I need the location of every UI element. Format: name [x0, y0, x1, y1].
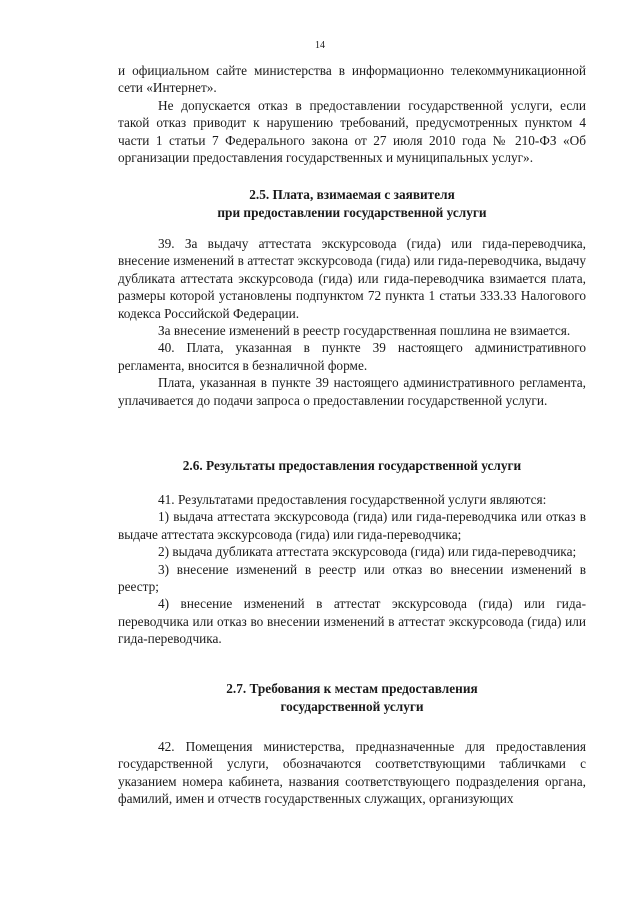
paragraph-39: 39. За выдачу аттестата экскурсовода (гида) или гида-переводчика, внесение изменений в аттестат экскурсовода (гида) или гида-переводчика, выдачу дубликата аттестата экскурсовода (гида) или гида-переводчика взимается плата, размеры которой установлены подпунктом 72 пункта 1 статьи 333.33 Налогового кодекса Российской Федерации.: [118, 236, 586, 321]
section-2-5-title-line-1: 2.5. Плата, взимаемая с заявителя: [249, 187, 455, 202]
intro-paragraph-2: Не допускается отказ в предоставлении государственной услуги, если такой отказ приводит к нарушению требований, предусмотренных пунктом 4 части 1 статьи 7 Федерального закона от 27 июля 2010 года № 210-ФЗ «Об организации предоставления государственных и муниципальных услуг».: [118, 97, 586, 166]
paragraph-fee-exemption: За внесение изменений в реестр государственная пошлина не взимается.: [158, 323, 571, 339]
paragraph-41: 41. Результатами предоставления государственной услуги являются:: [158, 492, 547, 507]
intro-paragraph-1: и официальном сайте министерства в информационно телекоммуникационной сети «Интернет».: [118, 63, 586, 96]
result-item-3: 3) внесение изменений в реестр или отказ во внесении изменений в реестр;: [118, 561, 586, 595]
paragraph-42: 42. Помещения министерства, предназначенные для предоставления государственной услуги, обозначаются соответствующими табличками с указанием номера кабинета, названия соответствующего подразделения органа, фамилий, имен и отчеств государственных служащих, организующих: [118, 739, 586, 807]
result-item-4: 4) внесение изменений в аттестат экскурсовода (гида) или гида-переводчика или отказ во внесении изменений в аттестат экскурсовода (гида) или гида-переводчика.: [118, 596, 586, 647]
section-2-5-title-line-2: при предоставлении государственной услуги: [217, 205, 487, 220]
section-2-7-body: [118, 738, 586, 808]
section-2-7-title-line-1: 2.7. Требования к местам предоставления: [226, 681, 478, 696]
section-2-6-heading: [118, 457, 586, 475]
section-2-6-body: [118, 491, 586, 648]
section-2-6-title: 2.6. Результаты предоставления государственной услуги: [182, 458, 522, 473]
section-2-7-title-line-2: государственной услуги: [280, 699, 424, 714]
page-number: 14: [315, 40, 325, 51]
paragraph-40: 40. Плата, указанная в пункте 39 настоящего административного регламента, вносится в безналичной форме.: [118, 340, 586, 373]
result-item-2: 2) выдача дубликата аттестата экскурсовода (гида) или гида-переводчика;: [158, 544, 577, 560]
section-2-5-body: [118, 235, 586, 409]
intro-text: [118, 62, 586, 166]
section-2-7-heading: [118, 680, 586, 716]
result-item-1: 1) выдача аттестата экскурсовода (гида) или гида-переводчика или отказ в выдаче аттестата экскурсовода (гида) или гида-переводчика;: [118, 509, 586, 542]
section-2-5-heading: [118, 186, 586, 222]
paragraph-payment-timing: Плата, указанная в пункте 39 настоящего административного регламента, уплачивается до подачи запроса о предоставлении государственной услуги.: [118, 375, 586, 408]
